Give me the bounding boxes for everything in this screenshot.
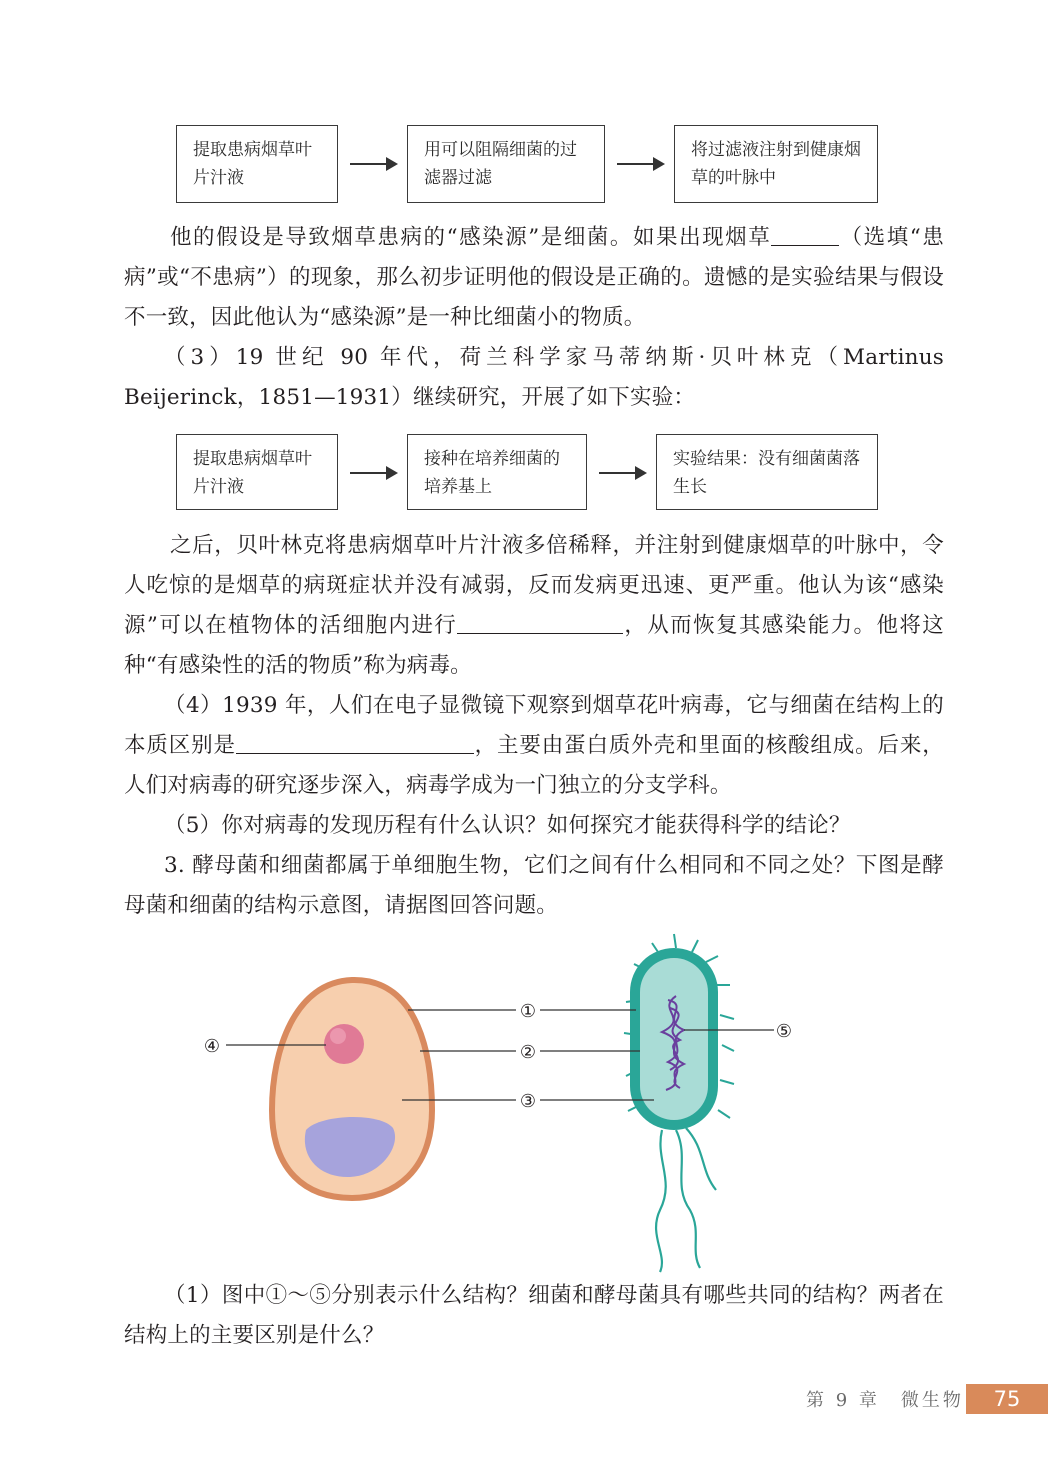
label-1: ① xyxy=(519,1001,537,1022)
paragraph-question-3: （3）19 世纪 90 年代，荷兰科学家马蒂纳斯·贝叶林克（Martinus Beijerinck，1851—1931）继续研究，开展了如下实验： xyxy=(124,345,944,410)
paragraph-question-3-yeast: 3. 酵母菌和细菌都属于单细胞生物，它们之间有什么相同和不同之处？下图是酵母菌和细菌的结构示意图，请据图回答问题。 xyxy=(124,853,944,918)
flow2-step1: 提取患病烟草叶片汁液 xyxy=(176,434,338,510)
flow1-step1: 提取患病烟草叶片汁液 xyxy=(176,125,338,203)
label-2: ② xyxy=(519,1042,537,1063)
hypothesis-text-a: 他的假设是导致烟草患病的“感染源”是细菌。如果出现烟草 xyxy=(170,225,772,250)
paragraph-question-3-1: （1）图中①～⑤分别表示什么结构？细菌和酵母菌具有哪些共同的结构？两者在结构上的主要区别是什么？ xyxy=(124,1283,944,1348)
flow1-step3: 将过滤液注射到健康烟草的叶脉中 xyxy=(674,125,878,203)
hypothesis-text-b: （选填“患病”或“不患病”）的现象，那么初步证明他的假设是正确的。遗憾的是实验结果与假设不一致，因此他认为“感染源”是一种比细菌小的物质。 xyxy=(124,225,944,330)
paragraph-question-5: （5）你对病毒的发现历程有什么认识？如何探究才能获得科学的结论？ xyxy=(164,813,851,838)
question-4-text-a: （4）1939 年，人们在电子显微镜下观察到烟草花叶病毒，它与细菌在结构上的本质区别是 xyxy=(124,693,944,758)
page-number: 75 xyxy=(966,1384,1048,1414)
label-5: ⑤ xyxy=(775,1021,793,1042)
paragraph-hypothesis xyxy=(124,218,944,338)
answer-blank-3[interactable] xyxy=(236,729,474,754)
yeast-nucleus-highlight xyxy=(330,1028,346,1044)
flow2-arrow1 xyxy=(350,472,396,474)
label-3: ③ xyxy=(519,1091,537,1112)
paragraph-question-4 xyxy=(124,686,944,806)
flowchart-1 xyxy=(0,125,1048,205)
beijerinck-text-a: 之后，贝叶林克将患病烟草叶片汁液多倍稀释，并注射到健康烟草的叶脉中，令人吃惊的是烟草的病斑症状并没有减弱，反而发病更迅速、更严重。他认为该“感染源”可以在植物体的活细胞内进行 xyxy=(124,533,944,638)
flow1-step2: 用可以阻隔细菌的过滤器过滤 xyxy=(407,125,605,203)
label-4: ④ xyxy=(203,1036,221,1057)
flow1-arrow1 xyxy=(350,163,396,165)
question-4-text-b: ，主要由蛋白质外壳和里面的核酸组成。后来，人们对病毒的研究逐步深入，病毒学成为一门独立的分支学科。 xyxy=(124,733,944,798)
flowchart-2 xyxy=(0,434,1048,514)
answer-blank-1[interactable] xyxy=(771,221,839,246)
beijerinck-text-b: ，从而恢复其感染能力。他将这种“有感染性的活的物质”称为病毒。 xyxy=(124,613,944,678)
flow1-arrow2 xyxy=(617,163,663,165)
flow2-arrow2 xyxy=(599,472,645,474)
flow2-step2: 接种在培养细菌的培养基上 xyxy=(407,434,587,510)
bacterium-flagella xyxy=(656,1128,716,1272)
flow2-step3: 实验结果：没有细菌菌落生长 xyxy=(656,434,878,510)
cell-structure-diagram xyxy=(0,920,1048,1280)
answer-blank-2[interactable] xyxy=(457,609,623,634)
yeast-nucleus xyxy=(324,1024,364,1064)
chapter-title: 第 9 章 微生物 xyxy=(806,1390,964,1411)
paragraph-beijerinck xyxy=(124,526,944,686)
